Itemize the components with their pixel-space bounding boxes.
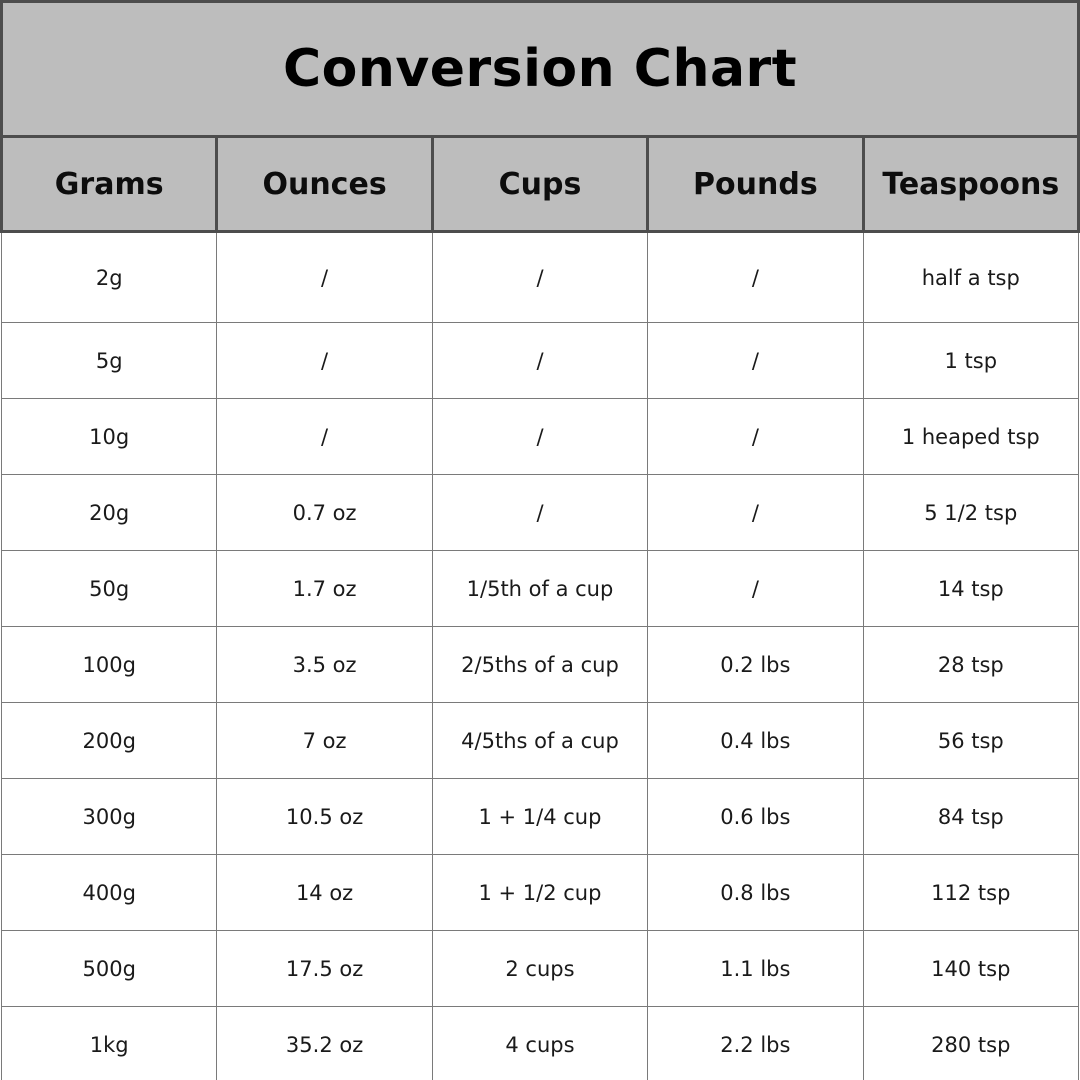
cell-teaspoons: 14 tsp xyxy=(863,551,1078,627)
cell-cups: / xyxy=(432,475,647,551)
cell-grams: 1kg xyxy=(2,1007,217,1080)
cell-teaspoons: 280 tsp xyxy=(863,1007,1078,1080)
column-header-grams: Grams xyxy=(2,137,217,232)
conversion-table xyxy=(0,135,1080,1080)
cell-teaspoons: 1 heaped tsp xyxy=(863,399,1078,475)
cell-pounds: / xyxy=(648,323,863,399)
cell-ounces: / xyxy=(217,232,432,323)
cell-grams: 2g xyxy=(2,232,217,323)
cell-pounds: 0.8 lbs xyxy=(648,855,863,931)
table-row xyxy=(2,323,1079,399)
cell-pounds: 0.2 lbs xyxy=(648,627,863,703)
table-row xyxy=(2,627,1079,703)
title-bar xyxy=(0,0,1080,138)
cell-cups: / xyxy=(432,399,647,475)
table-row xyxy=(2,232,1079,323)
table-row xyxy=(2,475,1079,551)
cell-pounds: 0.4 lbs xyxy=(648,703,863,779)
table-row xyxy=(2,399,1079,475)
table-header xyxy=(2,137,1079,232)
cell-teaspoons: 28 tsp xyxy=(863,627,1078,703)
cell-ounces: / xyxy=(217,399,432,475)
column-header-cups: Cups xyxy=(432,137,647,232)
cell-cups: / xyxy=(432,232,647,323)
cell-pounds: / xyxy=(648,232,863,323)
table-body xyxy=(2,232,1079,1080)
cell-pounds: / xyxy=(648,399,863,475)
cell-teaspoons: 1 tsp xyxy=(863,323,1078,399)
cell-ounces: 14 oz xyxy=(217,855,432,931)
table-row xyxy=(2,551,1079,627)
table-row xyxy=(2,855,1079,931)
cell-teaspoons: 112 tsp xyxy=(863,855,1078,931)
cell-ounces: 0.7 oz xyxy=(217,475,432,551)
cell-pounds: 0.6 lbs xyxy=(648,779,863,855)
cell-cups: 1 + 1/4 cup xyxy=(432,779,647,855)
cell-cups: 4 cups xyxy=(432,1007,647,1080)
cell-cups: 4/5ths of a cup xyxy=(432,703,647,779)
header-row xyxy=(2,137,1079,232)
cell-pounds: 2.2 lbs xyxy=(648,1007,863,1080)
cell-grams: 20g xyxy=(2,475,217,551)
cell-pounds: 1.1 lbs xyxy=(648,931,863,1007)
cell-ounces: 3.5 oz xyxy=(217,627,432,703)
cell-grams: 10g xyxy=(2,399,217,475)
cell-ounces: / xyxy=(217,323,432,399)
cell-grams: 5g xyxy=(2,323,217,399)
column-header-teaspoons: Teaspoons xyxy=(863,137,1078,232)
cell-ounces: 17.5 oz xyxy=(217,931,432,1007)
cell-grams: 400g xyxy=(2,855,217,931)
table-row xyxy=(2,779,1079,855)
cell-grams: 300g xyxy=(2,779,217,855)
cell-pounds: / xyxy=(648,475,863,551)
column-header-pounds: Pounds xyxy=(648,137,863,232)
cell-ounces: 35.2 oz xyxy=(217,1007,432,1080)
cell-ounces: 10.5 oz xyxy=(217,779,432,855)
cell-grams: 200g xyxy=(2,703,217,779)
cell-cups: 2/5ths of a cup xyxy=(432,627,647,703)
cell-pounds: / xyxy=(648,551,863,627)
cell-teaspoons: 84 tsp xyxy=(863,779,1078,855)
cell-teaspoons: 140 tsp xyxy=(863,931,1078,1007)
cell-teaspoons: 56 tsp xyxy=(863,703,1078,779)
cell-teaspoons: half a tsp xyxy=(863,232,1078,323)
cell-cups: 1/5th of a cup xyxy=(432,551,647,627)
table-row xyxy=(2,931,1079,1007)
column-header-ounces: Ounces xyxy=(217,137,432,232)
table-row xyxy=(2,1007,1079,1080)
cell-teaspoons: 5 1/2 tsp xyxy=(863,475,1078,551)
cell-cups: 2 cups xyxy=(432,931,647,1007)
cell-cups: / xyxy=(432,323,647,399)
cell-grams: 50g xyxy=(2,551,217,627)
table-row xyxy=(2,703,1079,779)
cell-ounces: 1.7 oz xyxy=(217,551,432,627)
cell-ounces: 7 oz xyxy=(217,703,432,779)
cell-grams: 100g xyxy=(2,627,217,703)
chart-title: Conversion Chart xyxy=(282,39,798,99)
cell-cups: 1 + 1/2 cup xyxy=(432,855,647,931)
cell-grams: 500g xyxy=(2,931,217,1007)
